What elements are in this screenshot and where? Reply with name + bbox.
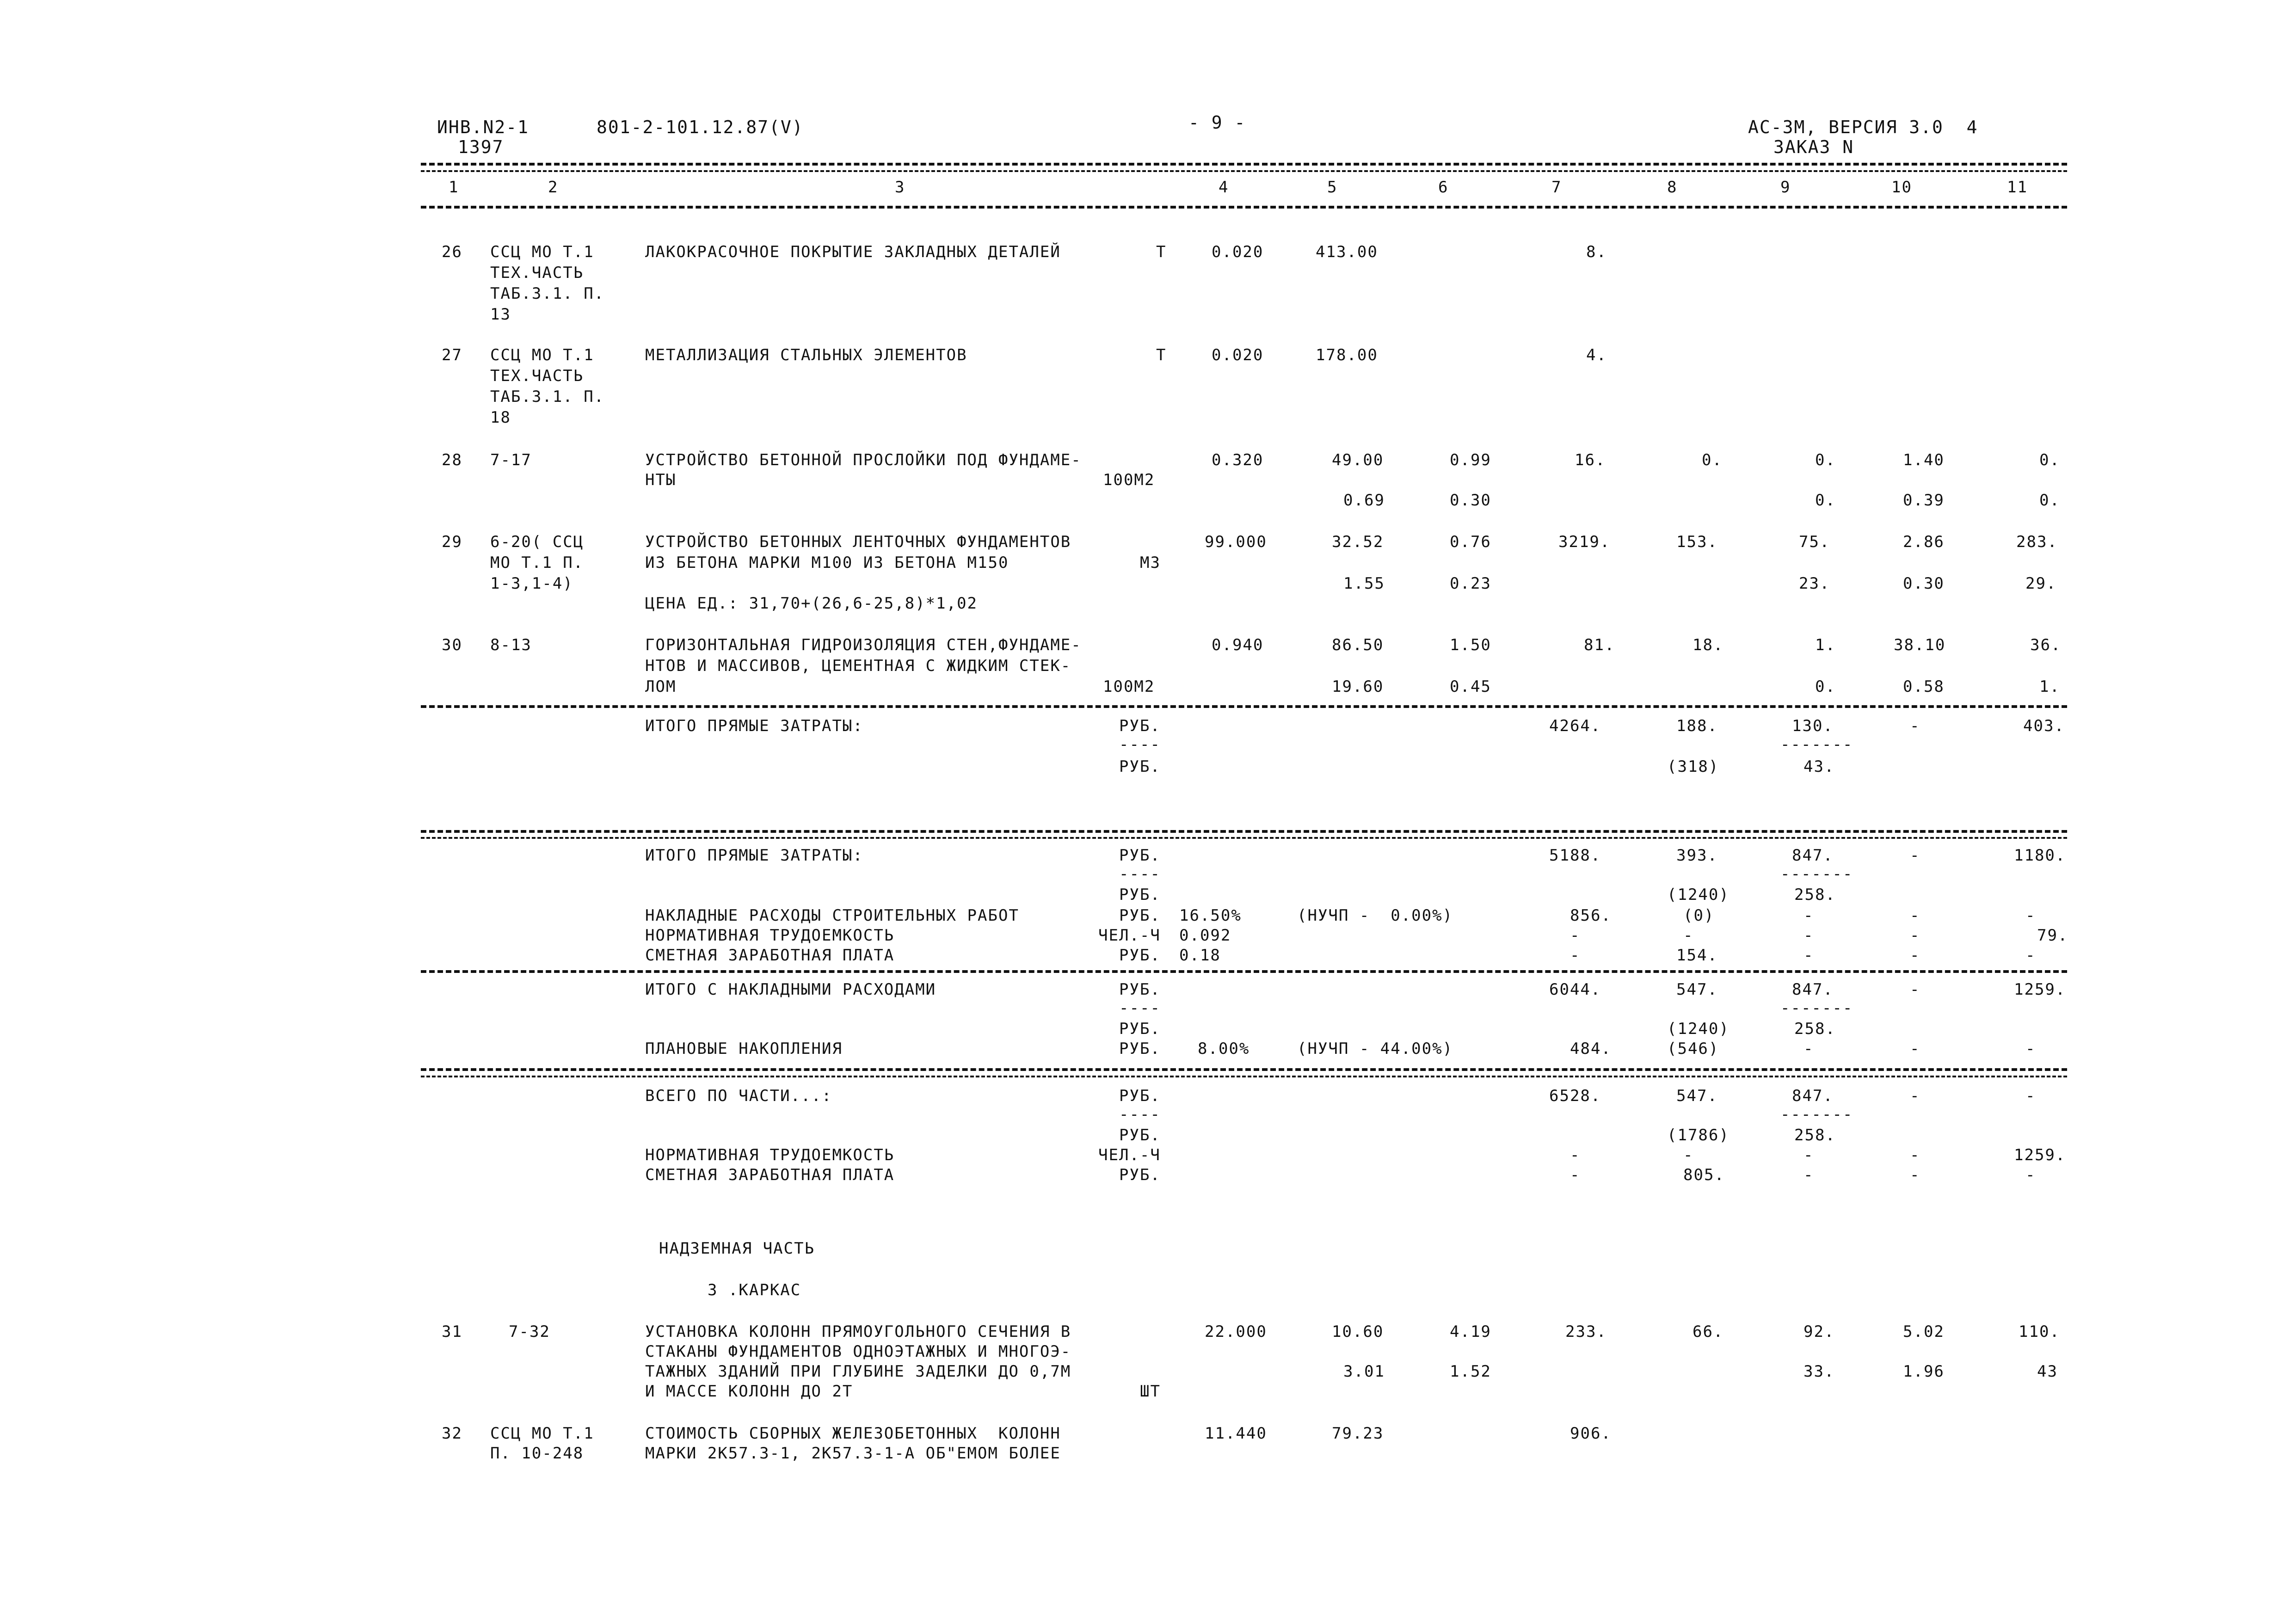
cell-unit-price-sub: 0.69 — [1343, 491, 1385, 510]
cell-total: 8. — [1586, 243, 1607, 261]
row-code: 6-20( ССЦ — [490, 533, 584, 551]
document-code: 801-2-101.12.87(V) — [597, 117, 804, 137]
row-code: 7-17 — [490, 451, 532, 469]
summary-rate: 0.18 — [1179, 946, 1221, 965]
row-description: НТЫ — [645, 471, 677, 489]
summary-unit: РУБ. — [1119, 1040, 1161, 1058]
totals-unit-2: РУБ. — [1119, 757, 1161, 776]
row-code: 13 — [490, 305, 511, 324]
summary-col10: - — [1910, 926, 1921, 945]
summary-col9-dash: ------- — [1780, 999, 1853, 1017]
cell-unit-price: 86.50 — [1332, 636, 1384, 654]
row-number: 28 — [442, 451, 462, 469]
row-code: 18 — [490, 408, 511, 427]
summary-col8: 547. — [1676, 980, 1718, 999]
row-number: 27 — [442, 346, 462, 364]
row-code: МО Т.1 П. — [490, 554, 584, 572]
summary-col11: - — [2025, 906, 2036, 925]
col-header-11: 11 — [2007, 178, 2028, 197]
summary-unit: РУБ. — [1119, 1020, 1161, 1038]
row-unit: ШТ — [1140, 1382, 1161, 1401]
rule-summary-2 — [421, 970, 2067, 973]
summary-col8: 547. — [1676, 1087, 1718, 1105]
summary-nuchp: (НУЧП - 0.00%) — [1297, 906, 1453, 925]
cell-unit-price: 49.00 — [1332, 451, 1384, 469]
cell-unit-price: 10.60 — [1332, 1323, 1384, 1341]
cell-unit-price: 413.00 — [1316, 243, 1378, 261]
row-unit: Т — [1156, 243, 1167, 261]
rule-after-items — [421, 705, 2067, 708]
cell-total: 3219. — [1558, 533, 1611, 551]
summary-unit: РУБ. — [1119, 980, 1161, 999]
row-code: ТЕХ.ЧАСТЬ — [490, 367, 584, 385]
summary-col9: 258. — [1794, 886, 1836, 904]
summary-col10: - — [1910, 1166, 1921, 1184]
rule-summary-top — [421, 830, 2067, 833]
row-description: МАРКИ 2К57.3-1, 2К57.3-1-А ОБ"ЕМОМ БОЛЕЕ — [645, 1444, 1061, 1463]
cell-wages-sub: 0.45 — [1450, 677, 1491, 696]
cell-wages: 0.99 — [1450, 451, 1491, 469]
row-code: ССЦ МО Т.1 — [490, 243, 594, 261]
summary-label: НОРМАТИВНАЯ ТРУДОЕМКОСТЬ — [645, 1146, 895, 1164]
summary-unit: ЧЕЛ.-Ч — [1098, 1146, 1161, 1164]
summary-col7: 6044. — [1549, 980, 1601, 999]
cell-col11-sub: 0. — [2039, 491, 2060, 510]
summary-col7: 484. — [1570, 1040, 1612, 1058]
col-header-2: 2 — [548, 178, 559, 197]
subsection-heading: 3 .КАРКАС — [708, 1281, 801, 1299]
row-code: ТАБ.3.1. П. — [490, 388, 605, 406]
summary-col10: - — [1910, 906, 1921, 925]
totals-col9-dash: ------- — [1780, 735, 1853, 754]
cell-col11-sub: 29. — [2025, 574, 2057, 593]
inventory-number-value: 1397 — [458, 137, 504, 157]
cell-total: 4. — [1586, 346, 1607, 364]
row-code: ТЕХ.ЧАСТЬ — [490, 264, 584, 282]
row-description: ИЗ БЕТОНА МАРКИ М100 ИЗ БЕТОНА М150 — [645, 554, 1009, 572]
summary-col10: - — [1910, 980, 1921, 999]
cell-quantity: 22.000 — [1205, 1323, 1267, 1341]
cell-col9-sub: 33. — [1804, 1362, 1835, 1381]
summary-dash: ---- — [1119, 865, 1161, 883]
totals-col9: 130. — [1792, 717, 1834, 735]
summary-col7: 5188. — [1549, 846, 1601, 865]
totals-dash: ---- — [1119, 735, 1161, 754]
summary-label: НАКЛАДНЫЕ РАСХОДЫ СТРОИТЕЛЬНЫХ РАБОТ — [645, 906, 1019, 925]
row-number: 32 — [442, 1424, 462, 1443]
summary-col11: - — [2025, 1040, 2036, 1058]
summary-col10: - — [1910, 946, 1921, 965]
row-description: ЛАКОКРАСОЧНОЕ ПОКРЫТИЕ ЗАКЛАДНЫХ ДЕТАЛЕЙ — [645, 243, 1061, 261]
totals-label: ИТОГО ПРЯМЫЕ ЗАТРАТЫ: — [645, 717, 863, 735]
cell-col9: 92. — [1804, 1323, 1835, 1341]
summary-unit: РУБ. — [1119, 1166, 1161, 1184]
summary-col10: - — [1910, 1146, 1921, 1164]
row-unit: 100М2 — [1103, 677, 1155, 696]
summary-label: СМЕТНАЯ ЗАРАБОТНАЯ ПЛАТА — [645, 946, 895, 965]
row-description: МЕТАЛЛИЗАЦИЯ СТАЛЬНЫХ ЭЛЕМЕНТОВ — [645, 346, 967, 364]
summary-col9: 258. — [1794, 1020, 1836, 1038]
cell-total: 81. — [1584, 636, 1615, 654]
summary-col8: (1240) — [1667, 1020, 1730, 1038]
summary-col7: - — [1570, 926, 1581, 945]
cell-col11-sub: 1. — [2039, 677, 2060, 696]
col-header-10: 10 — [1891, 178, 1912, 197]
summary-rate: 8.00% — [1198, 1040, 1250, 1058]
cell-quantity: 11.440 — [1205, 1424, 1267, 1443]
summary-unit: РУБ. — [1119, 846, 1161, 865]
col-header-1: 1 — [449, 178, 459, 197]
row-description: ГОРИЗОНТАЛЬНАЯ ГИДРОИЗОЛЯЦИЯ СТЕН,ФУНДАМЕ- — [645, 636, 1082, 654]
summary-col8: - — [1683, 926, 1694, 945]
summary-dash: ---- — [1119, 999, 1161, 1017]
col-header-6: 6 — [1438, 178, 1449, 197]
summary-col9: 258. — [1794, 1126, 1836, 1144]
row-code: 7-32 — [509, 1323, 550, 1341]
cell-col10-sub: 0.58 — [1903, 677, 1945, 696]
row-description: ТАЖНЫХ ЗДАНИЙ ПРИ ГЛУБИНЕ ЗАДЕЛКИ ДО 0,7М — [645, 1362, 1071, 1381]
row-description: СТОИМОСТЬ СБОРНЫХ ЖЕЛЕЗОБЕТОННЫХ КОЛОНН — [645, 1424, 1061, 1443]
summary-label: ИТОГО ПРЯМЫЕ ЗАТРАТЫ: — [645, 846, 863, 865]
summary-col8: 393. — [1676, 846, 1718, 865]
rule-below-header — [421, 206, 2067, 209]
summary-unit: РУБ. — [1119, 1126, 1161, 1144]
summary-col9: - — [1804, 1166, 1814, 1184]
summary-col7: - — [1570, 1166, 1581, 1184]
col-header-5: 5 — [1327, 178, 1338, 197]
rule-summary-3b — [421, 1076, 2067, 1077]
summary-col10: - — [1910, 1040, 1921, 1058]
cell-col11: 36. — [2030, 636, 2062, 654]
cell-quantity: 0.320 — [1212, 451, 1264, 469]
totals-col11: 403. — [2023, 717, 2065, 735]
row-number: 26 — [442, 243, 462, 261]
row-description: ЛОМ — [645, 677, 677, 696]
summary-col11: - — [2025, 1166, 2036, 1184]
page-number: - 9 - — [1188, 112, 1246, 133]
summary-col8: (1786) — [1667, 1126, 1730, 1144]
cell-col8: 18. — [1693, 636, 1724, 654]
cell-quantity: 0.940 — [1212, 636, 1264, 654]
summary-col11: 1180. — [2014, 846, 2066, 865]
summary-rate: 0.092 — [1179, 926, 1231, 945]
cell-unit-price: 32.52 — [1332, 533, 1384, 551]
summary-col9: - — [1804, 906, 1814, 925]
summary-label: ИТОГО С НАКЛАДНЫМИ РАСХОДАМИ — [645, 980, 936, 999]
row-description: УСТАНОВКА КОЛОНН ПРЯМОУГОЛЬНОГО СЕЧЕНИЯ В — [645, 1323, 1071, 1341]
summary-unit: РУБ. — [1119, 906, 1161, 925]
summary-col8: (546) — [1667, 1040, 1719, 1058]
cell-col11: 283. — [2016, 533, 2058, 551]
summary-col9: - — [1804, 946, 1814, 965]
summary-col9: - — [1804, 1040, 1814, 1058]
summary-col8: (1240) — [1667, 886, 1730, 904]
summary-col10: - — [1910, 1087, 1921, 1105]
summary-col11: 1259. — [2014, 980, 2066, 999]
summary-col10: - — [1910, 846, 1921, 865]
summary-label: ВСЕГО ПО ЧАСТИ...: — [645, 1087, 832, 1105]
col-header-9: 9 — [1780, 178, 1791, 197]
summary-col9: 847. — [1792, 980, 1834, 999]
row-description: НТОВ И МАССИВОВ, ЦЕМЕНТНАЯ С ЖИДКИМ СТЕК- — [645, 657, 1071, 675]
cell-quantity: 0.020 — [1212, 346, 1264, 364]
row-code: ССЦ МО Т.1 — [490, 346, 594, 364]
cell-col8: 66. — [1693, 1323, 1724, 1341]
row-code: 1-3,1-4) — [490, 574, 573, 593]
summary-label: ПЛАНОВЫЕ НАКОПЛЕНИЯ — [645, 1040, 843, 1058]
cell-col10: 2.86 — [1903, 533, 1945, 551]
summary-col9: - — [1804, 926, 1814, 945]
cell-col11: 0. — [2039, 451, 2060, 469]
cell-wages: 1.50 — [1450, 636, 1491, 654]
section-heading: НАДЗЕМНАЯ ЧАСТЬ — [659, 1239, 815, 1258]
summary-col11: 1259. — [2014, 1146, 2066, 1164]
cell-col10: 38.10 — [1894, 636, 1946, 654]
rule-summary-3 — [421, 1068, 2067, 1071]
cell-col9: 0. — [1815, 451, 1836, 469]
cell-col11-sub: 43 — [2037, 1362, 2058, 1381]
summary-unit: РУБ. — [1119, 1087, 1161, 1105]
cell-unit-price: 79.23 — [1332, 1424, 1384, 1443]
row-number: 29 — [442, 533, 462, 551]
rule-top-2 — [421, 170, 2067, 172]
totals-unit: РУБ. — [1119, 717, 1161, 735]
cell-col9-sub: 0. — [1815, 677, 1836, 696]
totals-col10: - — [1910, 717, 1921, 735]
summary-dash: ---- — [1119, 1105, 1161, 1124]
cell-col8: 153. — [1676, 533, 1718, 551]
col-header-4: 4 — [1219, 178, 1229, 197]
row-code: ССЦ МО Т.1 — [490, 1424, 594, 1443]
cell-col9-sub: 0. — [1815, 491, 1836, 510]
cell-col10: 5.02 — [1903, 1323, 1945, 1341]
row-description: И МАССЕ КОЛОНН ДО 2Т — [645, 1382, 853, 1401]
col-header-8: 8 — [1667, 178, 1678, 197]
summary-col8: - — [1683, 1146, 1694, 1164]
row-unit: 100М2 — [1103, 471, 1155, 489]
cell-total: 906. — [1570, 1424, 1612, 1443]
cell-wages-sub: 0.30 — [1450, 491, 1491, 510]
summary-nuchp: (НУЧП - 44.00%) — [1297, 1040, 1453, 1058]
col-header-3: 3 — [895, 178, 905, 197]
row-code: 8-13 — [490, 636, 532, 654]
rule-top — [421, 163, 2067, 166]
totals-col8: 188. — [1676, 717, 1718, 735]
cell-col9-sub: 23. — [1799, 574, 1830, 593]
totals-col8-b: (318) — [1667, 757, 1719, 776]
summary-col11: 79. — [2037, 926, 2068, 945]
rule-summary-top-2 — [421, 837, 2067, 839]
summary-col8: 154. — [1676, 946, 1718, 965]
summary-col8: (0) — [1683, 906, 1715, 925]
summary-col9-dash: ------- — [1780, 865, 1853, 883]
summary-col9: - — [1804, 1146, 1814, 1164]
summary-col7: 856. — [1570, 906, 1612, 925]
row-description: УСТРОЙСТВО БЕТОННОЙ ПРОСЛОЙКИ ПОД ФУНДАМЕ- — [645, 451, 1082, 469]
col-header-7: 7 — [1551, 178, 1562, 197]
cell-col11: 110. — [2019, 1323, 2060, 1341]
totals-col9-b: 43. — [1804, 757, 1835, 776]
cell-wages: 4.19 — [1450, 1323, 1491, 1341]
program-version: АС-3М, ВЕРСИЯ 3.0 4 — [1748, 117, 1978, 137]
row-number: 30 — [442, 636, 462, 654]
row-unit: Т — [1156, 346, 1167, 364]
cell-total: 16. — [1575, 451, 1606, 469]
row-description: СТАКАНЫ ФУНДАМЕНТОВ ОДНОЭТАЖНЫХ И МНОГОЭ- — [645, 1342, 1071, 1361]
price-note: ЦЕНА ЕД.: 31,70+(26,6-25,8)*1,02 — [645, 594, 978, 613]
row-unit: М3 — [1140, 554, 1161, 572]
summary-col9: 847. — [1792, 1087, 1834, 1105]
summary-col8: 805. — [1683, 1166, 1725, 1184]
cell-col9: 1. — [1815, 636, 1836, 654]
row-description: УСТРОЙСТВО БЕТОННЫХ ЛЕНТОЧНЫХ ФУНДАМЕНТОВ — [645, 533, 1071, 551]
cell-col10-sub: 1.96 — [1903, 1362, 1945, 1381]
cell-total: 233. — [1565, 1323, 1607, 1341]
inventory-number-label: ИНВ.N2-1 — [437, 117, 529, 137]
summary-unit: ЧЕЛ.-Ч — [1098, 926, 1161, 945]
cell-col10-sub: 0.30 — [1903, 574, 1945, 593]
summary-col11: - — [2025, 1087, 2036, 1105]
summary-unit: РУБ. — [1119, 946, 1161, 965]
totals-col7: 4264. — [1549, 717, 1601, 735]
summary-label: СМЕТНАЯ ЗАРАБОТНАЯ ПЛАТА — [645, 1166, 895, 1184]
summary-col7: - — [1570, 1146, 1581, 1164]
cell-col10-sub: 0.39 — [1903, 491, 1945, 510]
cell-wages-sub: 1.52 — [1450, 1362, 1491, 1381]
cell-quantity: 99.000 — [1205, 533, 1267, 551]
summary-col7: 6528. — [1549, 1087, 1601, 1105]
cell-unit-price: 178.00 — [1316, 346, 1378, 364]
summary-col9: 847. — [1792, 846, 1834, 865]
order-label: ЗАКАЗ N — [1773, 137, 1854, 157]
cell-wages-sub: 0.23 — [1450, 574, 1491, 593]
summary-col11: - — [2025, 946, 2036, 965]
row-code: П. 10-248 — [490, 1444, 584, 1463]
cell-quantity: 0.020 — [1212, 243, 1264, 261]
cell-col9: 75. — [1799, 533, 1830, 551]
row-code: ТАБ.3.1. П. — [490, 284, 605, 303]
row-number: 31 — [442, 1323, 462, 1341]
summary-col7: - — [1570, 946, 1581, 965]
cell-unit-price-sub: 3.01 — [1343, 1362, 1385, 1381]
cell-col8: 0. — [1702, 451, 1723, 469]
summary-unit: РУБ. — [1119, 886, 1161, 904]
cell-unit-price-sub: 19.60 — [1332, 677, 1384, 696]
cell-wages: 0.76 — [1450, 533, 1491, 551]
cell-col10: 1.40 — [1903, 451, 1945, 469]
summary-col9-dash: ------- — [1780, 1105, 1853, 1124]
cell-unit-price-sub: 1.55 — [1343, 574, 1385, 593]
summary-rate: 16.50% — [1179, 906, 1242, 925]
summary-label: НОРМАТИВНАЯ ТРУДОЕМКОСТЬ — [645, 926, 895, 945]
